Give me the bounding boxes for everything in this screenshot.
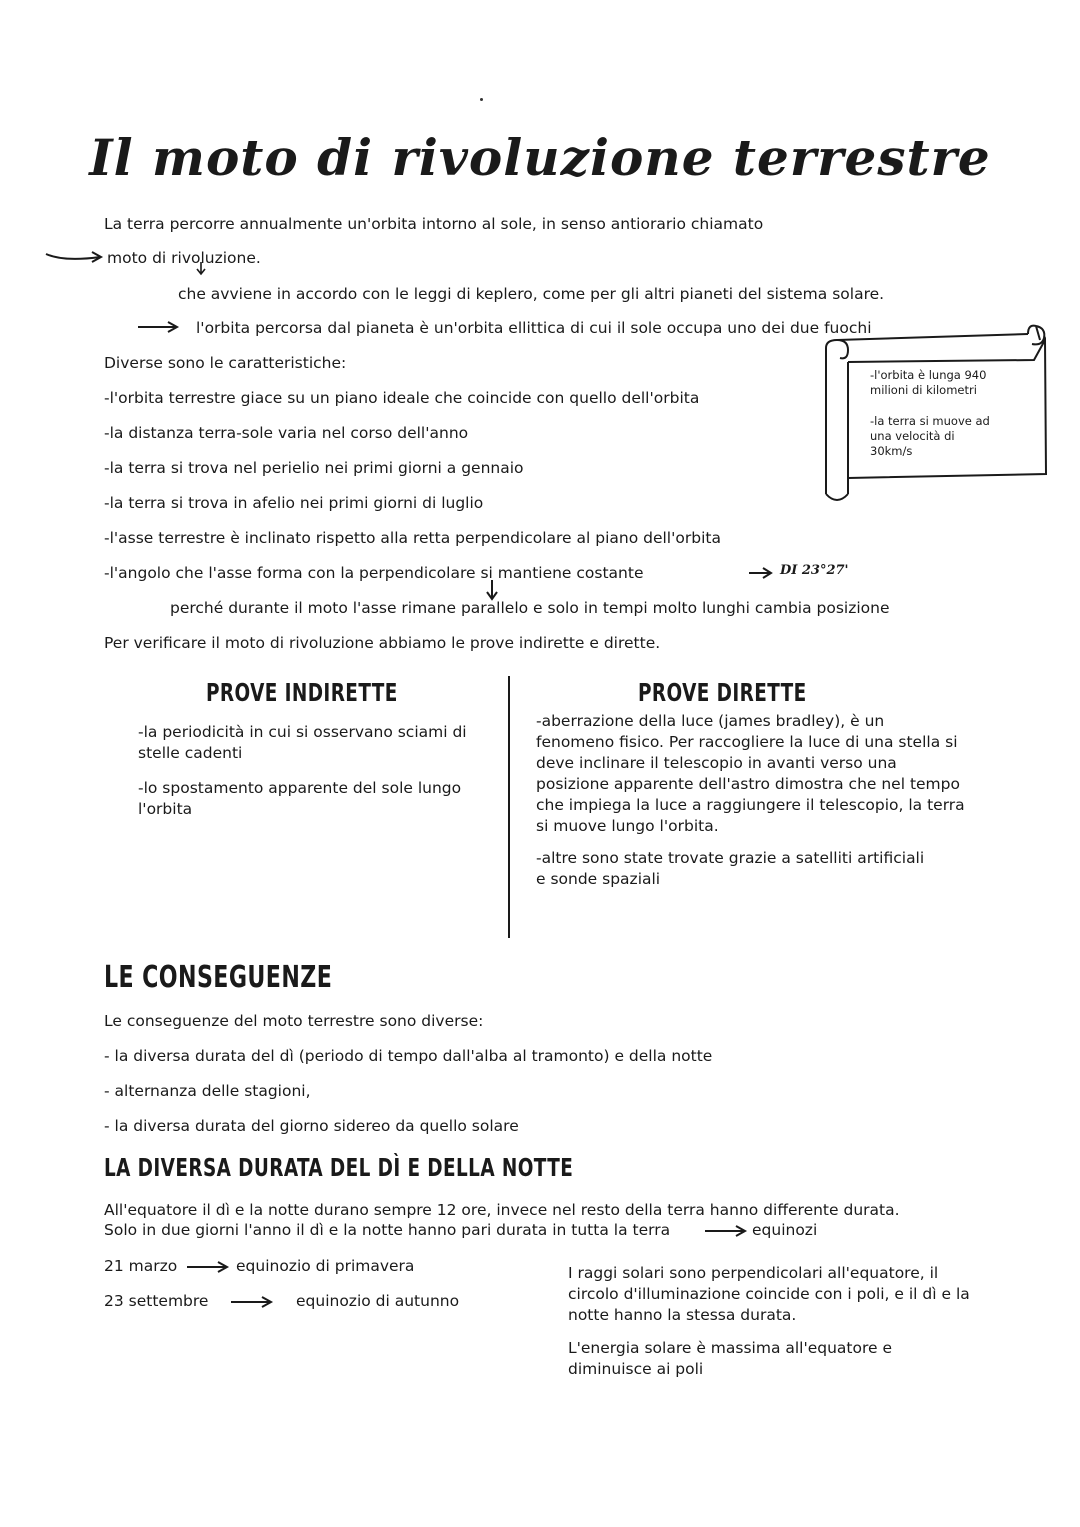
equinox-name: equinozio di autunno — [296, 1292, 460, 1310]
scroll-note-frame — [812, 318, 1052, 503]
day-night-line-1: All'equatore il dì e la notte durano sempre 12 ore, invece nel resto della terra hanno differente durata. — [104, 1201, 900, 1219]
direct-proof-item: -aberrazione della luce (james bradley), è un fenomeno fisico. Per raccogliere la luce di una stella si deve inclinare il telescopio in avanti verso una posizione apparente dell'astro dimostra che nel tempo che impiega la luce a raggiungere il telescopio, la terra si muove lungo l'orbita. — [536, 712, 965, 835]
consequences-title: LE CONSEGUENZE — [104, 960, 333, 995]
ink-dot — [480, 98, 483, 101]
characteristic-item: -l'angolo che l'asse forma con la perpendicolare si mantiene costante — [104, 564, 644, 582]
scroll-note-item-2: -la terra si muove ad una velocità di 30km/s — [870, 414, 990, 458]
intro-line-1: La terra percorre annualmente un'orbita intorno al sole, in senso antiorario chiamato — [104, 215, 764, 233]
angle-note: DI 23°27' — [780, 563, 849, 578]
right-arrow-icon — [136, 320, 184, 334]
right-arrow-icon — [186, 1260, 232, 1274]
day-night-line-2: Solo in due giorni l'anno il dì e la notte hanno pari durata in tutta la terra — [104, 1221, 671, 1239]
curved-arrow-icon — [44, 248, 104, 268]
column-divider — [508, 676, 510, 938]
day-night-title: LA DIVERSA DURATA DEL DÌ E DELLA NOTTE — [104, 1153, 574, 1182]
right-arrow-icon — [230, 1295, 276, 1309]
right-arrow-icon — [704, 1224, 750, 1238]
indirect-proofs-title: PROVE INDIRETTE — [206, 678, 398, 707]
direct-proofs-title: PROVE DIRETTE — [638, 678, 807, 707]
down-arrow-icon — [196, 262, 206, 276]
characteristic-item: -la distanza terra-sole varia nel corso dell'anno — [104, 424, 469, 442]
consequence-item: - alternanza delle stagioni, — [104, 1082, 311, 1100]
characteristic-item: -la terra si trova in afelio nei primi giorni di luglio — [104, 494, 484, 512]
page-title: Il moto di rivoluzione terrestre — [89, 128, 991, 187]
equinox-label: equinozi — [752, 1221, 818, 1239]
characteristic-item: -l'orbita terrestre giace su un piano ideale che coincide con quello dell'orbita — [104, 389, 700, 407]
direct-proof-item: -altre sono state trovate grazie a satelliti artificiali e sonde spaziali — [536, 849, 925, 888]
indirect-proof-item: -la periodicità in cui si osservano sciami di stelle cadenti — [138, 723, 467, 762]
because-line: perché durante il moto l'asse rimane parallelo e solo in tempi molto lunghi cambia posizione — [170, 599, 890, 617]
equinox-note: I raggi solari sono perpendicolari all'equatore, il circolo d'illuminazione coincide con i poli, e il dì e la notte hanno la stessa durata. — [568, 1264, 970, 1324]
equinox-date: 21 marzo — [104, 1257, 178, 1275]
intro-line-3: che avviene in accordo con le leggi di keplero, come per gli altri pianeti del sistema solare. — [178, 285, 885, 303]
right-arrow-icon — [748, 566, 774, 580]
intro-line-2: moto di rivoluzione. — [107, 249, 261, 267]
consequence-item: - la diversa durata del giorno sidereo da quello solare — [104, 1117, 519, 1135]
proofs-intro: Per verificare il moto di rivoluzione abbiamo le prove indirette e dirette. — [104, 634, 661, 652]
intro-line-4: l'orbita percorsa dal pianeta è un'orbita ellittica di cui il sole occupa uno dei due fuochi — [196, 319, 872, 337]
equinox-name: equinozio di primavera — [236, 1257, 415, 1275]
equinox-date: 23 settembre — [104, 1292, 209, 1310]
consequences-intro: Le conseguenze del moto terrestre sono diverse: — [104, 1012, 484, 1030]
scroll-note-item-1: -l'orbita è lunga 940 milioni di kilometri — [870, 368, 987, 397]
equinox-note: L'energia solare è massima all'equatore e diminuisce ai poli — [568, 1339, 893, 1378]
characteristics-heading: Diverse sono le caratteristiche: — [104, 354, 347, 372]
characteristic-item: -l'asse terrestre è inclinato rispetto alla retta perpendicolare al piano dell'orbita — [104, 529, 721, 547]
characteristic-item: -la terra si trova nel perielio nei primi giorni a gennaio — [104, 459, 524, 477]
consequence-item: - la diversa durata del dì (periodo di tempo dall'alba al tramonto) e della notte — [104, 1047, 713, 1065]
indirect-proof-item: -lo spostamento apparente del sole lungo l'orbita — [138, 779, 462, 818]
